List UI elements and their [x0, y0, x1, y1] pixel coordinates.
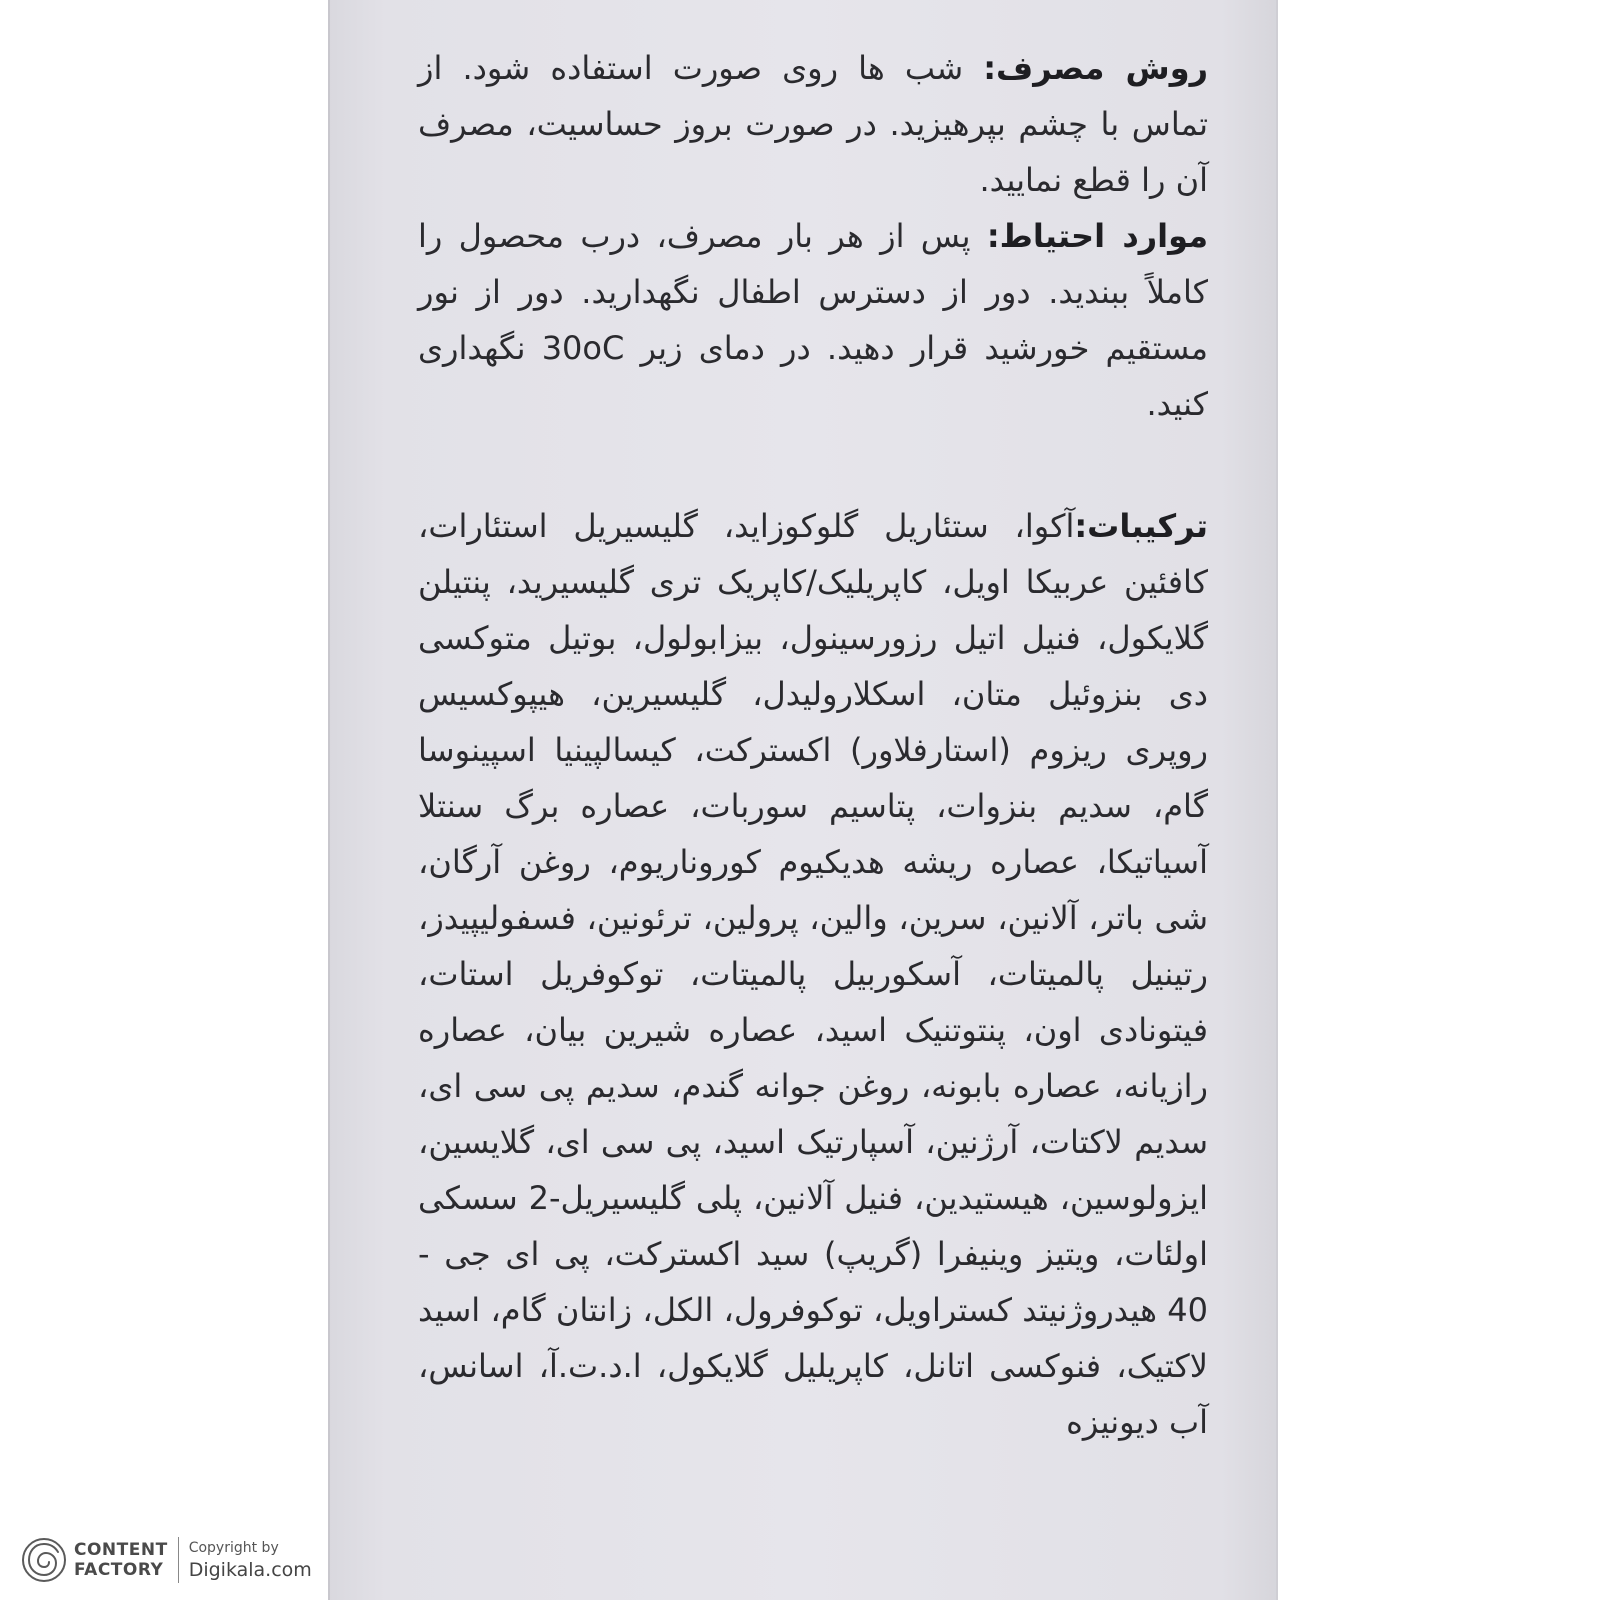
logo-line-2: FACTORY: [74, 1560, 164, 1580]
usage-section: [418, 40, 1208, 432]
usage-heading: روش مصرف:: [983, 49, 1209, 87]
logo-line-1: CONTENT: [74, 1540, 168, 1560]
watermark-footer: [20, 1530, 312, 1590]
copyright-label: Copyright by: [188, 1540, 279, 1556]
usage-text: شب ها روی صورت استفاده شود. از تماس با چشم بپرهیزید. در صورت بروز حساسیت، مصرف آن را قطع نمایید.: [418, 49, 1208, 199]
ingredients-paragraph: [418, 498, 1208, 1450]
ingredients-text: آکوا، ستئاریل گلوکوزاید، گلیسیریل استئارات، کافئین عربیکا اویل، کاپریلیک/کاپریک تری گلیسیرید، پنتیلن گلایکول، فنیل اتیل رزورسینول، بیزابولول، بوتیل متوکسی دی بنزوئیل متان، اسکلارولیدل، گلیسیرین، هیپوکسیس روپری ریزوم (استارفلاور) اکسترکت، کیسالپینیا اسپینوسا گام، سدیم بنزوات، پتاسیم سوربات، عصاره برگ سنتلا آسیاتیکا، عصاره ریشه هدیکیوم کوروناریوم، روغن آرگان، شی باتر، آلانین، سرین، والین، پرولین، ترئونین، فسفولیپیدز، رتینیل پالمیتات، آسکوربیل پالمیتات، توکوفریل استات، فیتونادی اون، پنتوتنیک اسید، عصاره شیرین بیان، عصاره رازیانه، عصاره بابونه، روغن جوانه گندم، سدیم پی سی ای، سدیم لاکتات، آرژنین، آسپارتیک اسید، پی سی ای، گلایسین، ایزولوسین، هیستیدین، فنیل آلانین، پلی گلیسیریل-2 سسکی اولئات، ویتیز وینیفرا (گریپ) سید اکسترکت، پی ای جی - 40 هیدروژنیتد کستراویل، توکوفرول، الکل، زانتان گام، اسید لاکتیک، فنوکسی اتانل، کاپریلیل گلایکول، ا.د.ت.آ، اسانس، آب دیونیزه: [418, 507, 1209, 1441]
panel-edge-right: [1276, 0, 1278, 1600]
copyright-notice: [189, 1538, 312, 1582]
precautions-text: پس از هر بار مصرف، درب محصول را کاملاً ببندید. دور از دسترس اطفال نگهدارید. دور از نور مستقیم خورشید قرار دهید. در دمای زیر 30oC نگهداری کنید.: [418, 217, 1208, 423]
content-factory-logo-icon: [20, 1536, 68, 1584]
copyright-site: Digikala.com: [188, 1559, 312, 1581]
usage-paragraph: [418, 40, 1208, 208]
ingredients-heading: ترکیبات:: [1074, 507, 1208, 545]
content-factory-logo-text: [74, 1540, 168, 1580]
ingredients-section: [418, 498, 1208, 1450]
panel-edge-left: [328, 0, 330, 1600]
precautions-paragraph: [418, 208, 1208, 432]
footer-divider: [178, 1537, 179, 1583]
precautions-heading: موارد احتیاط:: [986, 217, 1209, 255]
